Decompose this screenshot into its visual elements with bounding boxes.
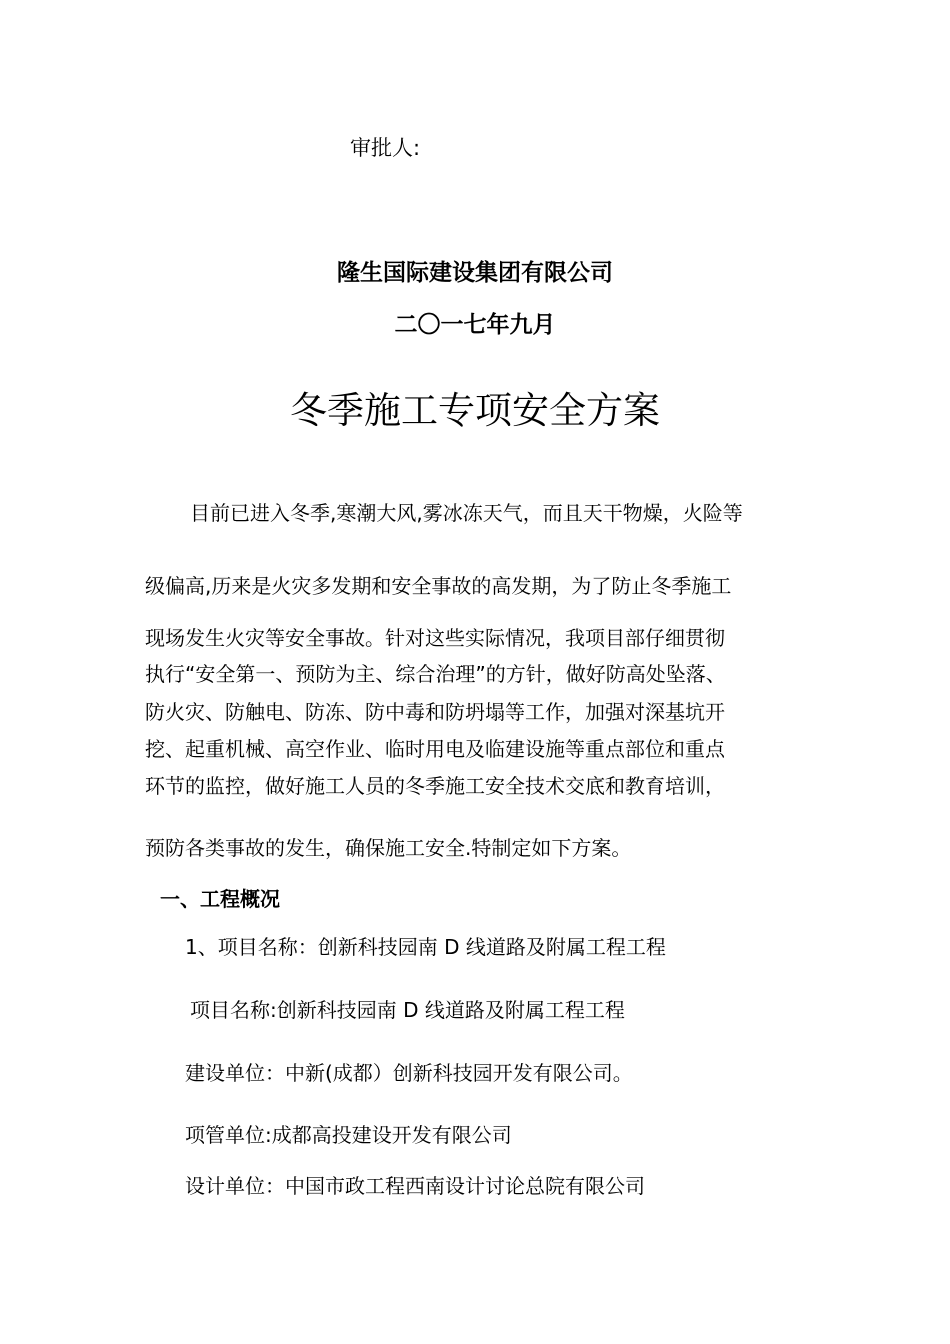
intro-line: 目前已进入冬季,寒潮大风,雾冰冻天气，而且天干物燥，火险等	[190, 501, 743, 525]
section-heading: 一、工程概况	[160, 887, 280, 911]
document-date: 二〇一七年九月	[394, 312, 556, 338]
company-name: 隆生国际建设集团有限公司	[337, 260, 613, 286]
intro-line: 环节的监控，做好施工人员的冬季施工安全技术交底和教育培训，	[145, 774, 725, 798]
approver-label: 审批人:	[350, 136, 421, 160]
project-item: 1、项目名称：创新科技园南 D 线道路及附属工程工程	[185, 935, 666, 959]
intro-line: 防火灾、防触电、防冻、防中毒和防坍塌等工作，加强对深基坑开	[145, 700, 725, 724]
project-item: 项目名称:创新科技园南 D 线道路及附属工程工程	[190, 998, 625, 1022]
project-item: 设计单位：中国市政工程西南设计讨论总院有限公司	[185, 1174, 645, 1198]
intro-line: 挖、起重机械、高空作业、临时用电及临建设施等重点部位和重点	[145, 737, 725, 761]
intro-line: 预防各类事故的发生，确保施工安全.特制定如下方案。	[145, 836, 632, 860]
project-item: 建设单位：中新(成都）创新科技园开发有限公司。	[185, 1061, 633, 1085]
intro-line: 级偏高,历来是火灾多发期和安全事故的高发期，为了防止冬季施工	[145, 574, 732, 598]
project-item: 项管单位:成都高投建设开发有限公司	[185, 1123, 512, 1147]
intro-line: 现场发生火灾等安全事故。针对这些实际情况，我项目部仔细贯彻	[145, 626, 725, 650]
document-title: 冬季施工专项安全方案	[290, 389, 660, 432]
intro-line: 执行“安全第一、预防为主、综合治理”的方针，做好防高处坠落、	[145, 662, 726, 686]
